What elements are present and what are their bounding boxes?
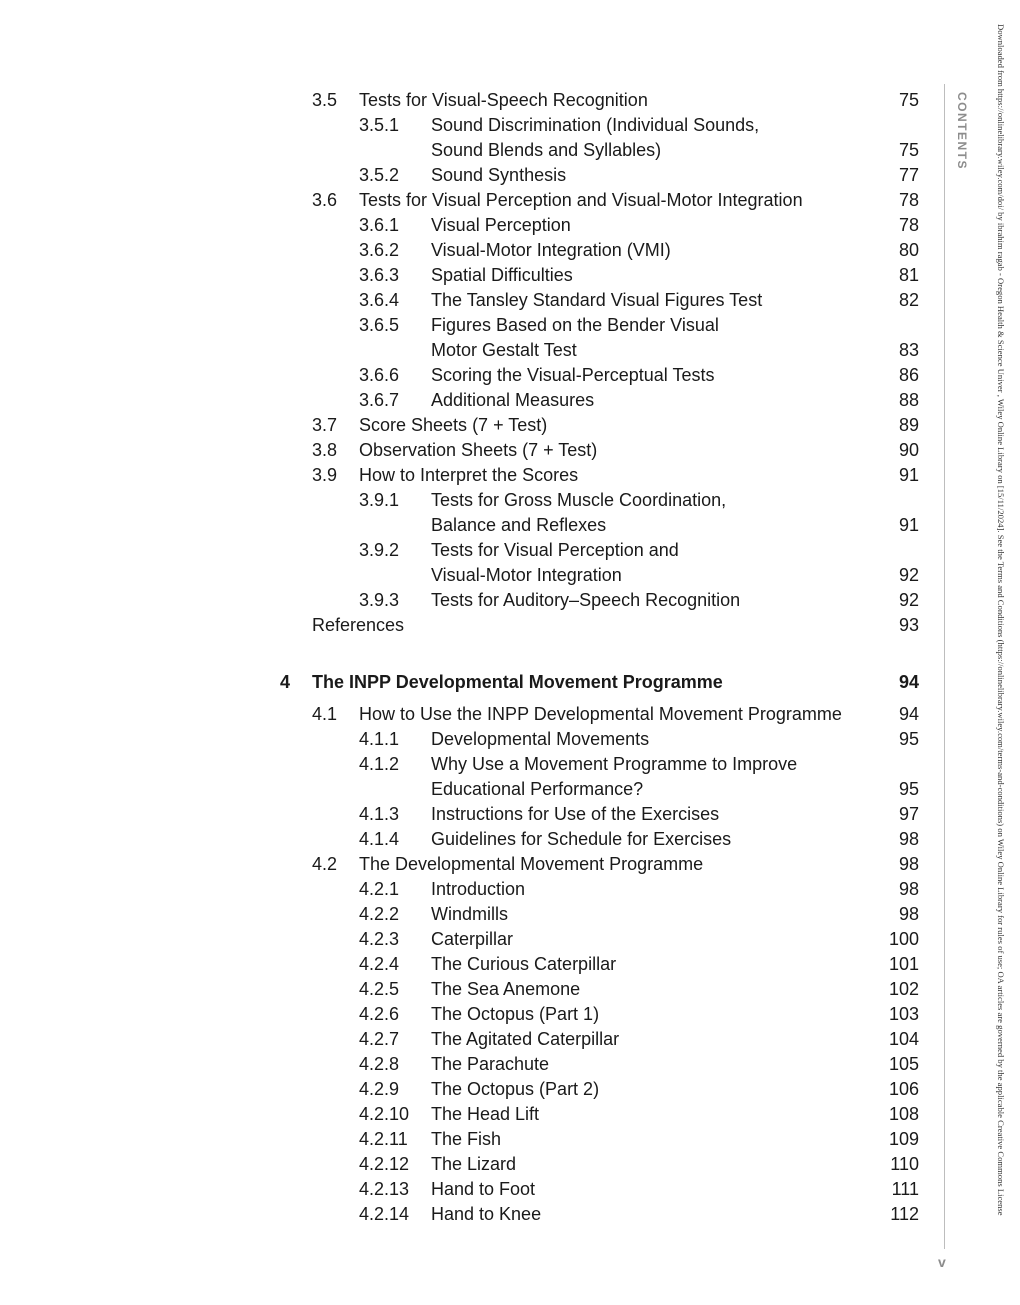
- page-number: v: [938, 1254, 946, 1270]
- toc-entry-title: Sound Discrimination (Individual Sounds,: [431, 115, 760, 135]
- toc-entry[interactable]: [359, 238, 919, 263]
- toc-entry-page: 91: [898, 465, 919, 485]
- toc-entry-number: 4.2.1: [359, 879, 400, 899]
- toc-entry-page: 80: [898, 240, 919, 260]
- toc-entry-page: 82: [898, 290, 919, 310]
- toc-entry-page: 98: [898, 904, 919, 924]
- toc-entry-title: Spatial Difficulties: [431, 265, 573, 285]
- toc-entry[interactable]: [359, 163, 919, 188]
- toc-entry-title: Visual-Motor Integration: [431, 565, 622, 585]
- toc-entry-title: The Octopus (Part 2): [431, 1079, 600, 1099]
- toc-entry-page: 100: [888, 929, 919, 949]
- toc-entry-number: 3.9.2: [359, 540, 400, 560]
- toc-entry-title: Tests for Auditory–Speech Recognition: [431, 590, 741, 610]
- toc-entry-page: 81: [898, 265, 919, 285]
- toc-entry-title: Motor Gestalt Test: [431, 340, 577, 360]
- toc-entry-title: Tests for Visual Perception and: [431, 540, 679, 560]
- toc-entry-title: The Head Lift: [431, 1104, 540, 1124]
- toc-entry-page: 77: [898, 165, 919, 185]
- toc-entry-title: Visual Perception: [431, 215, 571, 235]
- toc-entry-page: 110: [890, 1154, 919, 1174]
- toc-entry-title: Score Sheets (7 + Test): [359, 415, 548, 435]
- toc-entry-number: 4.2.4: [359, 954, 400, 974]
- toc-entry-title: Sound Synthesis: [431, 165, 567, 185]
- toc-entry-number: 4: [280, 672, 291, 692]
- toc-entry-title: Instructions for Use of the Exercises: [431, 804, 720, 824]
- toc-entry-title: Introduction: [431, 879, 526, 899]
- toc-entry-title: Caterpillar: [431, 929, 514, 949]
- toc-entry-page: 111: [891, 1179, 919, 1199]
- toc-entry-number: 3.6.2: [359, 240, 400, 260]
- toc-entry-number: 4.2.11: [359, 1129, 408, 1149]
- toc-entry-page: 101: [888, 954, 919, 974]
- toc-entry-page: 98: [898, 829, 919, 849]
- toc-entry[interactable]: [359, 363, 919, 388]
- toc-entry[interactable]: [359, 827, 919, 852]
- toc-entry[interactable]: [359, 752, 919, 777]
- toc-entry-page: 89: [898, 415, 919, 435]
- toc-entry-number: 3.6.1: [359, 215, 400, 235]
- toc-entry-number: 3.9.3: [359, 590, 400, 610]
- toc-entry-number: 3.9.1: [359, 490, 400, 510]
- toc-entry-number: 3.6.6: [359, 365, 400, 385]
- toc-entry-page: 90: [898, 440, 919, 460]
- running-head: CONTENTS: [955, 92, 969, 170]
- toc-entry-title: How to Use the INPP Developmental Movement Programme: [359, 704, 842, 724]
- toc-entry[interactable]: [431, 138, 919, 163]
- toc-entry[interactable]: [359, 727, 919, 752]
- toc-entry-number: 3.6.5: [359, 315, 400, 335]
- toc-entry-page: 78: [898, 190, 919, 210]
- toc-entry-number: 3.5: [312, 90, 338, 110]
- toc-entry-title: Scoring the Visual-Perceptual Tests: [431, 365, 715, 385]
- toc-entry-page: 98: [898, 879, 919, 899]
- toc-entry-number: 3.5.1: [359, 115, 400, 135]
- toc-entry-page: 94: [898, 672, 919, 692]
- toc-entry-number: 3.8: [312, 440, 338, 460]
- toc-entry-title: Tests for Visual Perception and Visual-Motor Integration: [359, 190, 803, 210]
- toc-entry[interactable]: [359, 1102, 919, 1127]
- toc-entry-title: The INPP Developmental Movement Programme: [312, 672, 723, 692]
- toc-entry-title: Additional Measures: [431, 390, 595, 410]
- toc-entry-page: 78: [898, 215, 919, 235]
- toc-entry-title: Observation Sheets (7 + Test): [359, 440, 598, 460]
- toc-entry-page: 91: [898, 515, 919, 535]
- toc-entry[interactable]: [312, 463, 919, 488]
- toc-entry-page: 106: [888, 1079, 919, 1099]
- toc-entry-title: Sound Blends and Syllables): [431, 140, 662, 160]
- toc-entry-number: 4.2.13: [359, 1179, 410, 1199]
- toc-entry-title: The Curious Caterpillar: [431, 954, 617, 974]
- toc-entry-number: 3.5.2: [359, 165, 400, 185]
- toc-entry-title: The Sea Anemone: [431, 979, 581, 999]
- toc-entry-title: How to Interpret the Scores: [359, 465, 579, 485]
- toc-entry-number: 3.6.3: [359, 265, 400, 285]
- toc-entry-number: 3.6.4: [359, 290, 400, 310]
- toc-entry[interactable]: [359, 877, 919, 902]
- toc-entry-number: 4.2.2: [359, 904, 400, 924]
- toc-entry-page: 83: [898, 340, 919, 360]
- toc-entry-page: 95: [898, 729, 919, 749]
- toc-entry-title: Hand to Foot: [431, 1179, 536, 1199]
- toc-entry-title: The Tansley Standard Visual Figures Test: [431, 290, 763, 310]
- toc-entry-page: 94: [898, 704, 919, 724]
- toc-entry-number: 4.2.10: [359, 1104, 410, 1124]
- toc-entry-page: 104: [888, 1029, 919, 1049]
- toc-entry-number: 4.2.6: [359, 1004, 400, 1024]
- toc-entry[interactable]: [431, 513, 919, 538]
- toc-entry-title: Figures Based on the Bender Visual: [431, 315, 719, 335]
- toc-entry-number: 4.1.4: [359, 829, 400, 849]
- toc-entry[interactable]: [359, 1152, 919, 1177]
- toc-entry-page: 75: [898, 90, 919, 110]
- toc-entry[interactable]: [312, 438, 919, 463]
- toc-entry[interactable]: [359, 802, 919, 827]
- toc-entry-number: 3.7: [312, 415, 338, 435]
- toc-entry-number: 4.2.7: [359, 1029, 400, 1049]
- toc-entry-page: 86: [898, 365, 919, 385]
- toc-entry-number: 4.2.9: [359, 1079, 400, 1099]
- toc-entry-title: The Agitated Caterpillar: [431, 1029, 620, 1049]
- toc-entry-number: 4.2.5: [359, 979, 400, 999]
- toc-entry-title: The Fish: [431, 1129, 502, 1149]
- toc-entry-page: 108: [888, 1104, 919, 1124]
- toc-entry[interactable]: [359, 1202, 919, 1227]
- toc-entry[interactable]: [359, 977, 919, 1002]
- toc-entry[interactable]: [359, 488, 919, 513]
- toc-entry-number: 4.2.3: [359, 929, 400, 949]
- toc-entry[interactable]: [312, 852, 919, 877]
- toc-entry-number: 4.2.14: [359, 1204, 410, 1224]
- toc-entry-number: 4.1: [312, 704, 338, 724]
- toc-entry[interactable]: [359, 1127, 919, 1152]
- toc-chapter-entry[interactable]: [280, 670, 919, 695]
- toc-entry[interactable]: [359, 388, 919, 413]
- toc-entry[interactable]: [359, 538, 919, 563]
- toc-entry[interactable]: [359, 1027, 919, 1052]
- toc-entry-title: Guidelines for Schedule for Exercises: [431, 829, 732, 849]
- toc-entry[interactable]: [312, 613, 919, 638]
- toc-entry-number: 3.6.7: [359, 390, 400, 410]
- toc-entry-page: 102: [888, 979, 919, 999]
- toc-entry-title: Hand to Knee: [431, 1204, 542, 1224]
- toc-entry-page: 75: [898, 140, 919, 160]
- toc-entry-number: 4.2.12: [359, 1154, 410, 1174]
- download-note: Downloaded from https://onlinelibrary.wiley.com/doi/ by ibrahim ragab - Oregon Health & Science Univer , Wiley Online Library on [15/11/2024]. See the Terms and Conditions (https://onlinelibrary.wiley.com/terms-and-conditions) on Wiley Online Library for rules of use; OA articles are governed by the applicable Creative Commons License: [996, 24, 1006, 1216]
- toc-entry-number: 4.1.1: [359, 729, 400, 749]
- toc-entry-page: 98: [898, 854, 919, 874]
- toc-entry-page: 92: [898, 565, 919, 585]
- toc-entry[interactable]: [312, 188, 919, 213]
- toc-entry[interactable]: [312, 413, 919, 438]
- toc-entry[interactable]: [359, 1177, 919, 1202]
- toc-entry-page: 112: [890, 1204, 919, 1224]
- toc-entry-title: References: [312, 615, 405, 635]
- toc-entry[interactable]: [359, 952, 919, 977]
- toc-entry-title: The Parachute: [431, 1054, 550, 1074]
- toc-entry[interactable]: [431, 777, 919, 802]
- toc-entry[interactable]: [359, 927, 919, 952]
- toc-entry-page: 95: [898, 779, 919, 799]
- toc-entry[interactable]: [359, 1002, 919, 1027]
- toc-entry[interactable]: [431, 563, 919, 588]
- toc-entry-title: Visual-Motor Integration (VMI): [431, 240, 671, 260]
- toc-entry[interactable]: [359, 263, 919, 288]
- toc-entry-title: The Octopus (Part 1): [431, 1004, 600, 1024]
- toc-entry-page: 103: [888, 1004, 919, 1024]
- toc-entry-title: Tests for Visual-Speech Recognition: [359, 90, 648, 110]
- toc-entry-page: 88: [898, 390, 919, 410]
- toc-entry-title: Educational Performance?: [431, 779, 644, 799]
- toc-entry-title: Tests for Gross Muscle Coordination,: [431, 490, 727, 510]
- toc-entry-title: Windmills: [431, 904, 509, 924]
- toc-entry[interactable]: [359, 288, 919, 313]
- toc-entry-number: 4.1.3: [359, 804, 400, 824]
- toc-entry-number: 3.9: [312, 465, 338, 485]
- toc-entry[interactable]: [312, 88, 919, 113]
- toc-entry-title: The Developmental Movement Programme: [359, 854, 704, 874]
- toc-entry-number: 4.2: [312, 854, 338, 874]
- toc-entry[interactable]: [431, 338, 919, 363]
- toc-entry-number: 4.1.2: [359, 754, 400, 774]
- toc-entry-page: 92: [898, 590, 919, 610]
- toc-entry-page: 105: [888, 1054, 919, 1074]
- toc-entry[interactable]: [359, 588, 919, 613]
- toc-entry-page: 93: [898, 615, 919, 635]
- toc-entry[interactable]: [359, 1052, 919, 1077]
- toc-entry-page: 109: [888, 1129, 919, 1149]
- toc-entry[interactable]: [359, 113, 919, 138]
- toc-entry-title: Why Use a Movement Programme to Improve: [431, 754, 798, 774]
- toc-entry-number: 4.2.8: [359, 1054, 400, 1074]
- toc-entry[interactable]: [359, 902, 919, 927]
- toc-entry-title: Balance and Reflexes: [431, 515, 607, 535]
- toc-entry-page: 97: [898, 804, 919, 824]
- toc-entry[interactable]: [359, 313, 919, 338]
- toc-entry-title: Developmental Movements: [431, 729, 650, 749]
- toc-entry[interactable]: [359, 213, 919, 238]
- toc-entry[interactable]: [359, 1077, 919, 1102]
- toc-entry[interactable]: [312, 702, 919, 727]
- toc-entry-number: 3.6: [312, 190, 338, 210]
- sidebar-rule: [944, 84, 945, 1249]
- toc-entry-title: The Lizard: [431, 1154, 517, 1174]
